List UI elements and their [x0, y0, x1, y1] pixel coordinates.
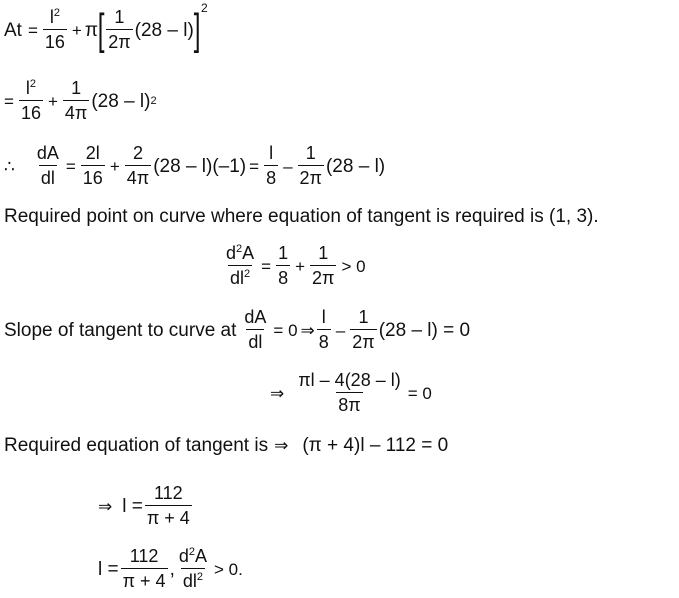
fraction-112-over-pi-plus-4: $\frac{112}{\pi + 4}$ — [122, 546, 166, 591]
plus-sign: + — [109, 156, 120, 176]
l-equals: l = — [122, 495, 143, 517]
equation-l-value-check — [98, 543, 246, 595]
fraction-d2A-over-dl2: $\frac{d^2A}{dl^2}$ — [178, 546, 207, 591]
minus-sign: – — [283, 156, 293, 176]
fraction-1-over-2pi: $\frac{1}{2\pi}$ — [108, 7, 131, 52]
minus-sign: – — [335, 320, 346, 340]
equals-sign: = — [65, 156, 76, 176]
slope-sentence: Slope of tangent to curve at — [4, 319, 237, 341]
equation-combined-fraction — [270, 367, 435, 419]
fraction-l-over-8: $\frac{l}{8}$ — [318, 307, 329, 352]
pi-symbol: π — [84, 19, 98, 41]
at-label: At — [4, 19, 22, 41]
equals-zero: = 0 — [407, 383, 432, 403]
tangent-sentence: Required equation of tangent is — [4, 434, 269, 456]
fraction-d2A-over-dl2: $\frac{d^2A}{dl^2}$ — [226, 243, 255, 288]
equation-second-derivative — [222, 240, 369, 292]
fraction-2-over-4pi: $\frac{2}{4\pi}$ — [126, 143, 150, 188]
fraction-combined: $\frac{\pi l - 4(28 - l)}{8\pi}$ — [298, 370, 401, 415]
equation-derivative — [4, 140, 385, 192]
tangent-expression: (π + 4)l – 112 = 0 — [302, 434, 449, 456]
paren-expression: (28 – l)(–1) — [153, 155, 247, 177]
fraction-dA-over-dl: $\frac{dA}{dl}$ — [36, 143, 59, 188]
implies-arrow: ⇒ — [300, 320, 315, 340]
fraction-1-over-2pi: $\frac{1}{2\pi}$ — [299, 143, 322, 188]
implies-arrow: ⇒ — [270, 383, 285, 403]
plus-sign: + — [71, 20, 82, 40]
equals-sign: = — [27, 20, 38, 40]
outer-exponent: 2 — [201, 1, 208, 15]
equals-sign: = — [249, 156, 260, 176]
paren-expression: (28 – l) — [91, 90, 151, 112]
fraction-1-over-4pi: $\frac{1}{4\pi}$ — [64, 78, 88, 123]
equation-area-expression — [4, 2, 208, 58]
fraction-2l-over-16: $\frac{2l}{16}$ — [82, 143, 103, 188]
fraction-l-squared-over-16: $\frac{l^2}{16}$ — [20, 78, 41, 123]
equals-zero: = 0 — [273, 320, 298, 340]
implies-arrow: ⇒ — [274, 435, 289, 455]
equation-l-value — [98, 480, 194, 532]
required-point-sentence: Required point on curve where equation of tangent is required is (1, 3). — [4, 205, 599, 227]
fraction-1-over-2pi: $\frac{1}{2\pi}$ — [352, 307, 375, 352]
plus-sign: + — [47, 91, 58, 111]
paren-expression: (28 – l) = 0 — [378, 319, 471, 341]
paren-expression: (28 – l) — [325, 155, 386, 177]
paren-expression: (28 – l) — [134, 19, 194, 41]
therefore-symbol: ∴ — [4, 156, 15, 176]
fraction-l-squared-over-16: $\frac{l^2}{16}$ — [44, 7, 65, 52]
fraction-1-over-8: $\frac{1}{8}$ — [278, 243, 289, 288]
plus-sign: + — [295, 256, 306, 276]
fraction-112-over-pi-plus-4: $\frac{112}{\pi + 4}$ — [146, 483, 190, 528]
slope-of-tangent-line — [4, 304, 470, 356]
equation-simplified-area: = $\frac{l^2}{16}$ + $\frac{1}{4\pi}$ (28 – l) 2 — [4, 78, 157, 123]
comma: , — [169, 558, 175, 580]
greater-than-zero: > 0. — [214, 559, 243, 579]
fraction-dA-over-dl: $\frac{dA}{dl}$ — [244, 307, 267, 352]
greater-than-zero: > 0 — [341, 256, 366, 276]
fraction-1-over-2pi: $\frac{1}{2\pi}$ — [312, 243, 335, 288]
equals-sign: = — [261, 256, 272, 276]
implies-arrow: ⇒ — [98, 496, 113, 516]
tangent-equation-line — [4, 432, 448, 458]
fraction-l-over-8: $\frac{l}{8}$ — [266, 143, 277, 188]
l-equals: l = — [98, 558, 119, 580]
equals-sign: = — [4, 91, 14, 111]
left-bracket: [ — [97, 5, 105, 54]
right-bracket: ] — [193, 5, 201, 54]
